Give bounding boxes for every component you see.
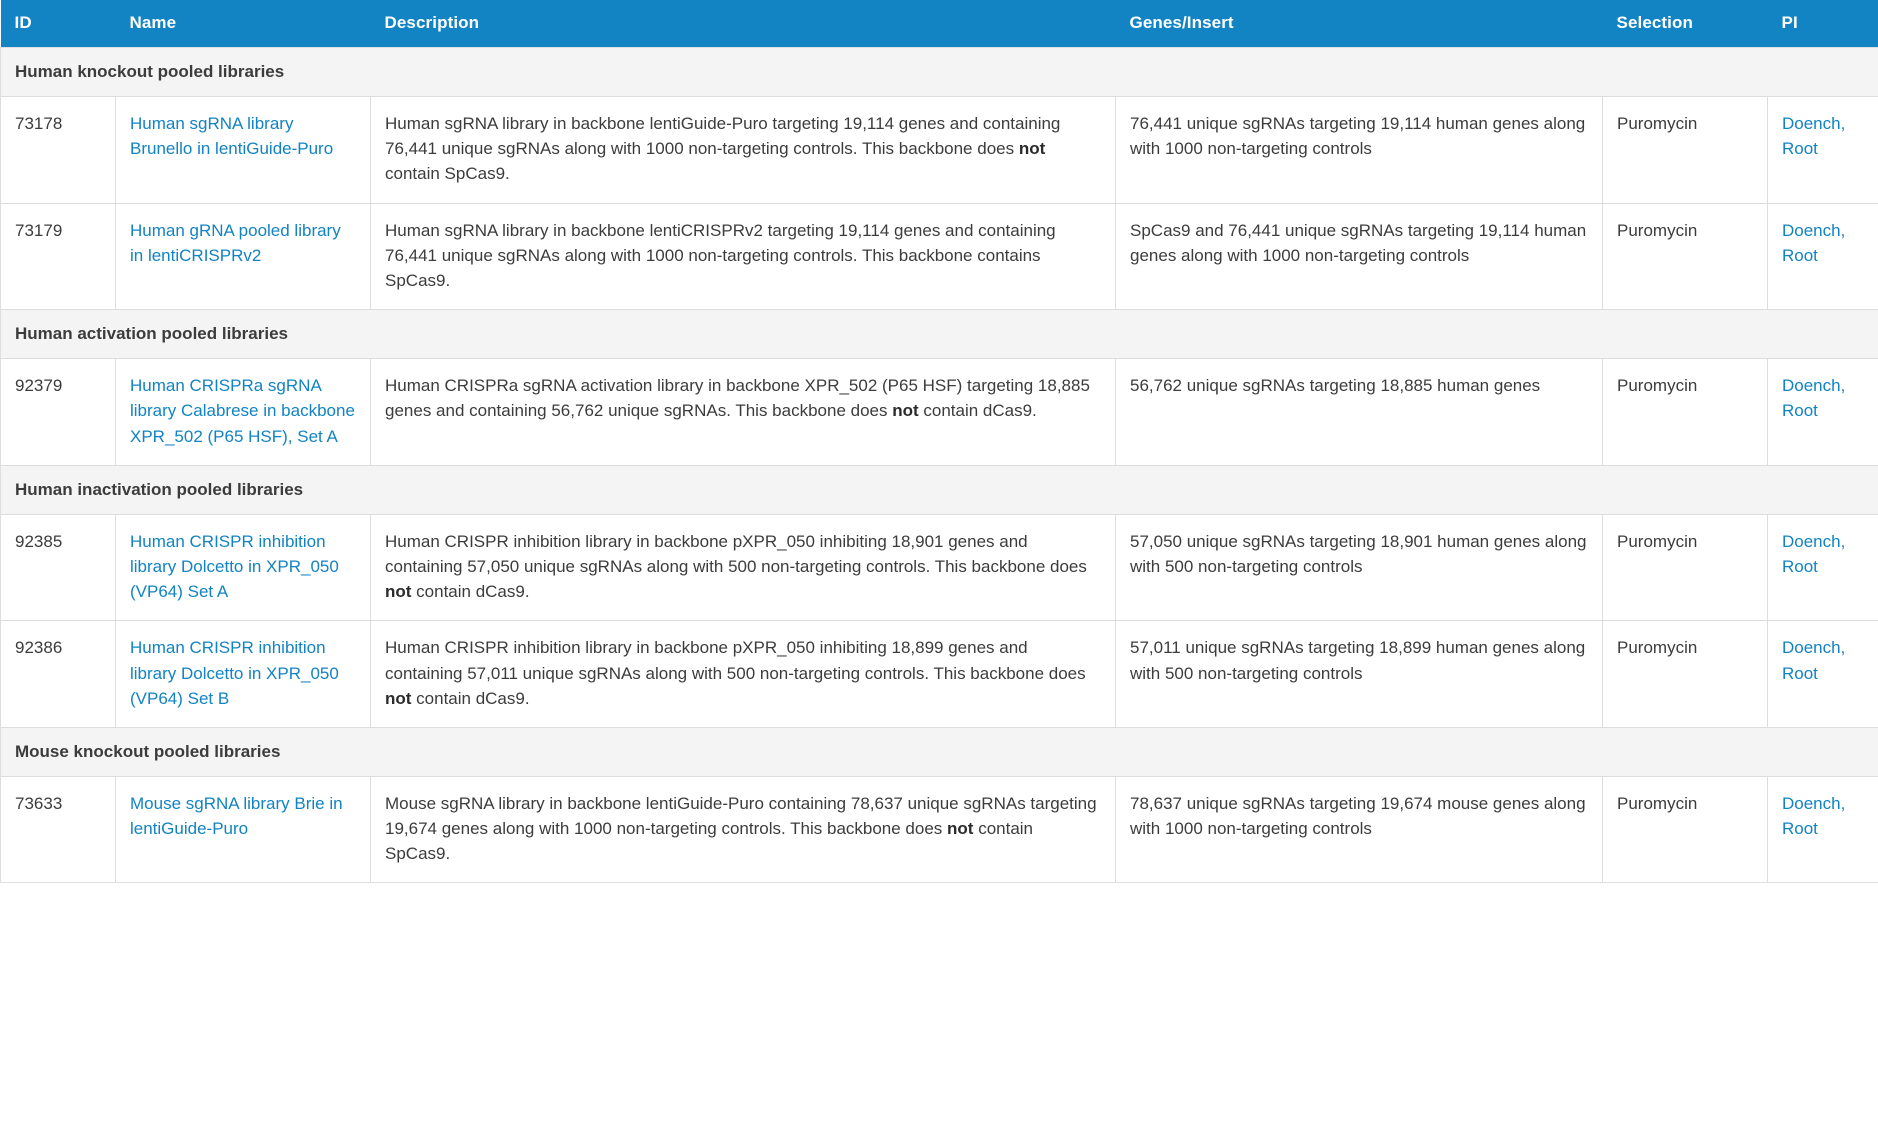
cell-genes-insert: 78,637 unique sgRNAs targeting 19,674 mouse genes along with 1000 non-targeting controls bbox=[1116, 776, 1603, 882]
header-row bbox=[1, 0, 1878, 48]
column-header-genes-insert: Genes/Insert bbox=[1116, 0, 1603, 48]
pi-link[interactable]: Doench, Root bbox=[1782, 376, 1846, 421]
cell-selection: Puromycin bbox=[1603, 514, 1768, 620]
cell-pi bbox=[1768, 97, 1878, 203]
plasmid-name-link[interactable]: Mouse sgRNA library Brie in lentiGuide-Puro bbox=[130, 793, 343, 839]
table-row bbox=[1, 359, 1878, 465]
cell-genes-insert: 56,762 unique sgRNAs targeting 18,885 human genes bbox=[1116, 359, 1603, 465]
pi-link[interactable]: Doench, Root bbox=[1782, 220, 1846, 265]
cell-pi bbox=[1768, 203, 1878, 309]
group-title: Human activation pooled libraries bbox=[1, 310, 1878, 359]
column-header-pi: PI bbox=[1768, 0, 1878, 48]
cell-genes-insert: 57,050 unique sgRNAs targeting 18,901 human genes along with 500 non-targeting controls bbox=[1116, 514, 1603, 620]
table-row bbox=[1, 514, 1878, 620]
column-header-name: Name bbox=[116, 0, 371, 48]
plasmid-name-link[interactable]: Human CRISPR inhibition library Dolcetto in XPR_050 (VP64) Set B bbox=[130, 638, 339, 708]
cell-genes-insert: 57,011 unique sgRNAs targeting 18,899 human genes along with 500 non-targeting controls bbox=[1116, 621, 1603, 727]
cell-genes-insert: SpCas9 and 76,441 unique sgRNAs targeting 19,114 human genes along with 1000 non-targeting controls bbox=[1116, 203, 1603, 309]
table-row bbox=[1, 203, 1878, 309]
cell-pi bbox=[1768, 621, 1878, 727]
description-text-part1: Human sgRNA library in backbone lentiGuide-Puro targeting 19,114 genes and containing 76,441 unique sgRNAs along with 1000 non-targeting controls. This backbone does bbox=[385, 114, 1061, 159]
column-header-id: ID bbox=[1, 0, 116, 48]
group-title: Human inactivation pooled libraries bbox=[1, 465, 1878, 514]
cell-id: 92386 bbox=[1, 621, 116, 727]
cell-genes-insert: 76,441 unique sgRNAs targeting 19,114 human genes along with 1000 non-targeting controls bbox=[1116, 97, 1603, 203]
cell-name bbox=[116, 621, 371, 727]
group-header-row bbox=[1, 48, 1878, 97]
cell-description bbox=[371, 621, 1116, 727]
description-emphasis: not bbox=[892, 401, 919, 421]
cell-name bbox=[116, 359, 371, 465]
cell-id: 73633 bbox=[1, 776, 116, 882]
cell-description bbox=[371, 97, 1116, 203]
cell-name bbox=[116, 514, 371, 620]
description-text-part1: Human CRISPRa sgRNA activation library in backbone XPR_502 (P65 HSF) targeting 18,885 genes and containing 56,762 unique sgRNAs. This backbone does bbox=[385, 376, 1090, 421]
cell-pi bbox=[1768, 514, 1878, 620]
cell-id: 92385 bbox=[1, 514, 116, 620]
cell-selection: Puromycin bbox=[1603, 203, 1768, 309]
description-emphasis: not bbox=[385, 582, 412, 602]
cell-id: 73179 bbox=[1, 203, 116, 309]
group-header-row bbox=[1, 727, 1878, 776]
pi-link[interactable]: Doench, Root bbox=[1782, 531, 1846, 577]
plasmid-name-link[interactable]: Human sgRNA library Brunello in lentiGuide-Puro bbox=[130, 114, 334, 159]
cell-description bbox=[371, 359, 1116, 465]
group-title: Mouse knockout pooled libraries bbox=[1, 727, 1878, 776]
group-title: Human knockout pooled libraries bbox=[1, 48, 1878, 97]
cell-id: 73178 bbox=[1, 97, 116, 203]
description-text-part1: Human CRISPR inhibition library in backbone pXPR_050 inhibiting 18,899 genes and containing 57,011 unique sgRNAs along with 500 non-targeting controls. This backbone does bbox=[385, 638, 1086, 683]
description-text-part2: contain SpCas9. bbox=[385, 164, 510, 184]
description-emphasis: not bbox=[947, 819, 974, 839]
table-row bbox=[1, 621, 1878, 727]
description-text-part2: contain SpCas9. bbox=[385, 819, 1034, 864]
plasmid-name-link[interactable]: Human CRISPRa sgRNA library Calabrese in backbone XPR_502 (P65 HSF), Set A bbox=[130, 376, 355, 446]
pi-link[interactable]: Doench, Root bbox=[1782, 793, 1846, 839]
plasmid-name-link[interactable]: Human gRNA pooled library in lentiCRISPRv2 bbox=[130, 220, 341, 265]
description-text-part1: Human CRISPR inhibition library in backbone pXPR_050 inhibiting 18,901 genes and containing 57,050 unique sgRNAs along with 500 non-targeting controls. This backbone does bbox=[385, 531, 1087, 577]
cell-name bbox=[116, 776, 371, 882]
cell-selection: Puromycin bbox=[1603, 359, 1768, 465]
table-row bbox=[1, 97, 1878, 203]
cell-pi bbox=[1768, 776, 1878, 882]
cell-name bbox=[116, 203, 371, 309]
cell-description bbox=[371, 203, 1116, 309]
pi-link[interactable]: Doench, Root bbox=[1782, 638, 1846, 683]
description-emphasis: not bbox=[385, 688, 412, 708]
cell-selection: Puromycin bbox=[1603, 97, 1768, 203]
cell-name bbox=[116, 97, 371, 203]
table-header bbox=[1, 0, 1878, 48]
group-header-row bbox=[1, 465, 1878, 514]
plasmid-name-link[interactable]: Human CRISPR inhibition library Dolcetto in XPR_050 (VP64) Set A bbox=[130, 531, 339, 602]
description-text-part2: contain dCas9. bbox=[411, 688, 530, 708]
cell-description bbox=[371, 776, 1116, 882]
description-text-part2: contain dCas9. bbox=[411, 582, 530, 602]
table-body bbox=[1, 48, 1878, 883]
description-text-part1: Mouse sgRNA library in backbone lentiGuide-Puro containing 78,637 unique sgRNAs targeting 19,674 genes along with 1000 non-targeting controls. This backbone does bbox=[385, 793, 1097, 839]
description-text-part2: contain dCas9. bbox=[918, 401, 1037, 421]
pi-link[interactable]: Doench, Root bbox=[1782, 114, 1846, 159]
cell-id: 92379 bbox=[1, 359, 116, 465]
description-text-part1: Human sgRNA library in backbone lentiCRISPRv2 targeting 19,114 genes and containing 76,441 unique sgRNAs along with 1000 non-targeting controls. This backbone contains SpCas9. bbox=[385, 220, 1056, 290]
cell-pi bbox=[1768, 359, 1878, 465]
cell-description bbox=[371, 514, 1116, 620]
column-header-selection: Selection bbox=[1603, 0, 1768, 48]
table-row bbox=[1, 776, 1878, 882]
cell-selection: Puromycin bbox=[1603, 621, 1768, 727]
column-header-description: Description bbox=[371, 0, 1116, 48]
group-header-row bbox=[1, 310, 1878, 359]
description-emphasis: not bbox=[1018, 139, 1046, 159]
cell-selection: Puromycin bbox=[1603, 776, 1768, 882]
